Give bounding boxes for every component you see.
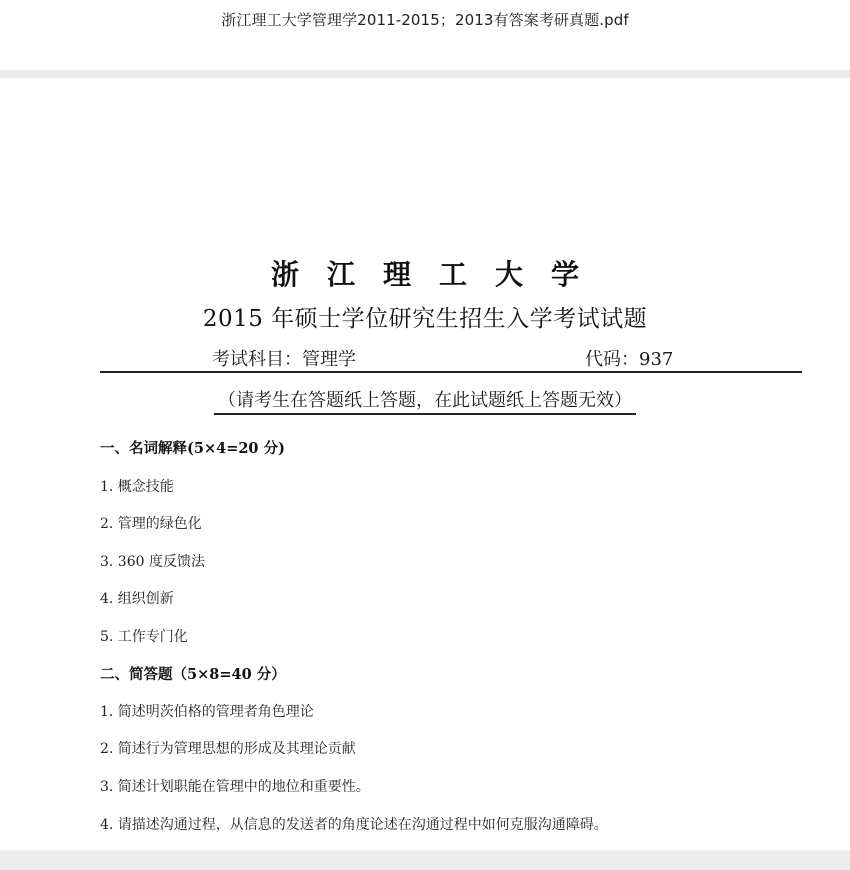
answer-notice <box>0 386 850 415</box>
answer-notice-text: （请考生在答题纸上答题，在此试题纸上答题无效） <box>214 386 636 415</box>
document-page <box>0 78 850 850</box>
list-item: 4. 请描述沟通过程，从信息的发送者的角度论述在沟通过程中如何克服沟通障碍。 <box>100 817 608 833</box>
header-divider <box>0 70 850 78</box>
list-item: 3. 360 度反馈法 <box>100 554 205 570</box>
list-item: 2. 简述行为管理思想的形成及其理论贡献 <box>100 741 356 757</box>
section-heading-definitions: 一、名词解释(5×4=20 分) <box>100 440 285 457</box>
viewer-header <box>0 0 850 70</box>
exam-subject: 考试科目：管理学 <box>212 349 356 370</box>
list-item: 1. 简述明茨伯格的管理者角色理论 <box>100 704 314 720</box>
document-file-title: 浙江理工大学管理学2011-2015；2013有答案考研真题.pdf <box>221 11 629 29</box>
list-item: 1. 概念技能 <box>100 479 174 495</box>
list-item: 5. 工作专门化 <box>100 629 188 645</box>
list-item: 2. 管理的绿色化 <box>100 516 202 532</box>
university-name: 浙江理工大学 <box>270 258 607 291</box>
subject-line <box>100 343 802 373</box>
list-item: 3. 简述计划职能在管理中的地位和重要性。 <box>100 779 370 795</box>
page-bottom-bar <box>0 850 850 870</box>
exam-code: 代码：937 <box>585 349 674 370</box>
list-item: 4. 组织创新 <box>100 591 174 607</box>
exam-title: 2015 年硕士学位研究生招生入学考试试题 <box>202 306 648 332</box>
section-heading-short-answer: 二、简答题（5×8=40 分） <box>100 666 286 683</box>
